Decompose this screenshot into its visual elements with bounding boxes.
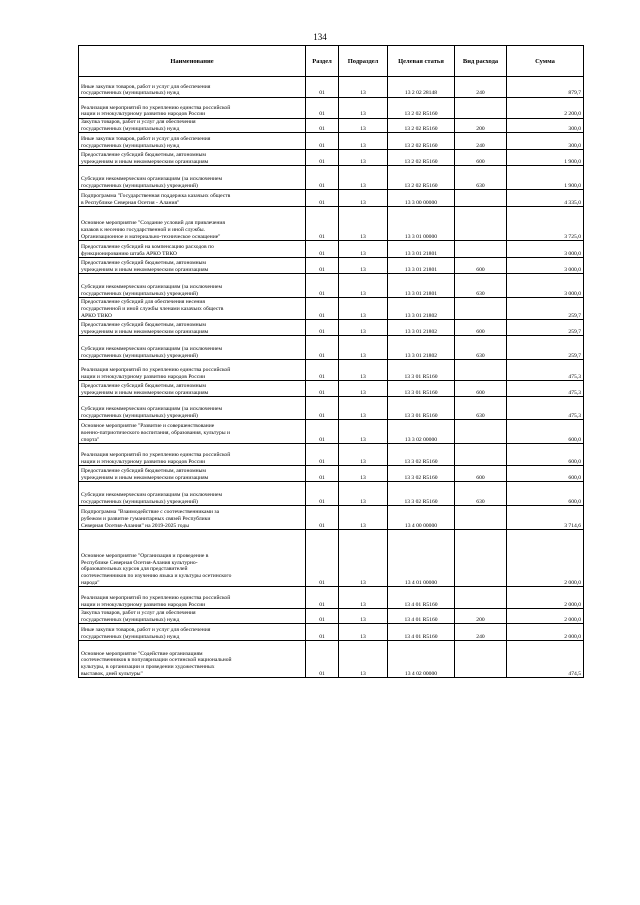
row-name: Реализация мероприятий по укреплению единства российской нации и этнокультурному развитию народов России bbox=[79, 360, 306, 381]
row-amount: 475,3 bbox=[507, 360, 584, 381]
row-target: 13 2 02 R5160 bbox=[388, 98, 455, 119]
row-section: 01 bbox=[306, 360, 339, 381]
table-row bbox=[79, 241, 584, 258]
row-name: Основное мероприятие "Создание условий для привлечения казаков к несению государственной и иной службы. Организационное и материально-техническое оснащение" bbox=[79, 207, 306, 241]
row-expense-type bbox=[455, 298, 507, 320]
table-header-row bbox=[79, 46, 584, 77]
table-row bbox=[79, 320, 584, 336]
row-subsection: 13 bbox=[339, 624, 388, 641]
row-expense-type: 200 bbox=[455, 609, 507, 624]
table-row bbox=[79, 641, 584, 678]
row-expense-type bbox=[455, 506, 507, 530]
row-amount: 600,0 bbox=[507, 466, 584, 482]
row-subsection: 13 bbox=[339, 360, 388, 381]
row-target: 13 3 01 R5160 bbox=[388, 397, 455, 420]
row-subsection: 13 bbox=[339, 119, 388, 133]
row-name: Предоставление субсидий бюджетным, автономным учреждениям и иным некоммерческим организациям bbox=[79, 258, 306, 274]
row-section: 01 bbox=[306, 207, 339, 241]
row-amount: 2 000,0 bbox=[507, 609, 584, 624]
row-expense-type bbox=[455, 190, 507, 207]
table-row bbox=[79, 609, 584, 624]
row-amount: 3 714,6 bbox=[507, 506, 584, 530]
row-expense-type bbox=[455, 587, 507, 609]
row-target: 13 3 01 21801 bbox=[388, 241, 455, 258]
table-row bbox=[79, 150, 584, 166]
row-section: 01 bbox=[306, 381, 339, 397]
row-section: 01 bbox=[306, 397, 339, 420]
row-expense-type bbox=[455, 530, 507, 587]
row-name: Закупка товаров, работ и услуг для обеспечения государственных (муниципальных) нужд bbox=[79, 609, 306, 624]
row-amount: 3 000,0 bbox=[507, 241, 584, 258]
column-header-section: Раздел bbox=[306, 46, 339, 77]
row-section: 01 bbox=[306, 274, 339, 298]
row-subsection: 13 bbox=[339, 466, 388, 482]
table-row bbox=[79, 624, 584, 641]
row-name: Иные закупки товаров, работ и услуг для обеспечения государственных (муниципальных) нужд bbox=[79, 77, 306, 98]
table-row bbox=[79, 381, 584, 397]
row-target: 13 4 00 00000 bbox=[388, 506, 455, 530]
row-section: 01 bbox=[306, 587, 339, 609]
table-row bbox=[79, 506, 584, 530]
column-header-amount: Сумма bbox=[507, 46, 584, 77]
row-target: 13 2 02 28148 bbox=[388, 77, 455, 98]
row-subsection: 13 bbox=[339, 336, 388, 360]
row-amount: 600,0 bbox=[507, 420, 584, 444]
row-subsection: 13 bbox=[339, 397, 388, 420]
row-target: 13 3 01 21802 bbox=[388, 298, 455, 320]
row-target: 13 3 01 R5160 bbox=[388, 360, 455, 381]
row-target: 13 4 02 00000 bbox=[388, 641, 455, 678]
row-amount: 259,7 bbox=[507, 336, 584, 360]
row-section: 01 bbox=[306, 190, 339, 207]
table-row bbox=[79, 190, 584, 207]
row-section: 01 bbox=[306, 150, 339, 166]
row-subsection: 13 bbox=[339, 320, 388, 336]
row-name: Предоставление субсидий для обеспечения несения государственной и иной службы членами казачьих обществ АРКО ТВКО bbox=[79, 298, 306, 320]
row-subsection: 13 bbox=[339, 444, 388, 466]
table-row bbox=[79, 530, 584, 587]
row-name: Предоставление субсидий бюджетным, автономным учреждениям и иным некоммерческим организациям bbox=[79, 466, 306, 482]
page-number: 134 bbox=[313, 32, 327, 42]
row-target: 13 2 02 R5160 bbox=[388, 150, 455, 166]
row-expense-type: 600 bbox=[455, 258, 507, 274]
row-amount: 2 000,0 bbox=[507, 530, 584, 587]
row-target: 13 4 01 00000 bbox=[388, 530, 455, 587]
row-expense-type: 240 bbox=[455, 77, 507, 98]
row-amount: 600,0 bbox=[507, 482, 584, 506]
row-section: 01 bbox=[306, 336, 339, 360]
row-target: 13 3 02 R5160 bbox=[388, 444, 455, 466]
row-amount: 475,3 bbox=[507, 381, 584, 397]
row-subsection: 13 bbox=[339, 258, 388, 274]
row-section: 01 bbox=[306, 298, 339, 320]
row-name: Субсидии некоммерческим организациям (за исключением государственных (муниципальных) учреждений) bbox=[79, 397, 306, 420]
row-expense-type: 600 bbox=[455, 381, 507, 397]
row-amount: 1 900,0 bbox=[507, 150, 584, 166]
row-amount: 2 200,0 bbox=[507, 98, 584, 119]
row-expense-type: 630 bbox=[455, 336, 507, 360]
row-expense-type: 630 bbox=[455, 166, 507, 190]
row-expense-type: 240 bbox=[455, 624, 507, 641]
table-row bbox=[79, 444, 584, 466]
row-target: 13 2 02 R5160 bbox=[388, 166, 455, 190]
row-section: 01 bbox=[306, 506, 339, 530]
row-expense-type bbox=[455, 241, 507, 258]
row-target: 13 3 01 21801 bbox=[388, 274, 455, 298]
row-target: 13 3 01 21801 bbox=[388, 258, 455, 274]
row-section: 01 bbox=[306, 641, 339, 678]
column-header-name: Наименование bbox=[79, 46, 306, 77]
row-name: Субсидии некоммерческим организациям (за исключением государственных (муниципальных) учреждений) bbox=[79, 336, 306, 360]
row-expense-type bbox=[455, 420, 507, 444]
row-subsection: 13 bbox=[339, 274, 388, 298]
row-expense-type bbox=[455, 641, 507, 678]
row-amount: 3 000,0 bbox=[507, 258, 584, 274]
row-section: 01 bbox=[306, 258, 339, 274]
row-name: Основное мероприятие "Организация и проведение в Республике Северная Осетия-Алания культурно- образовательных курсов для представителей соотечественников по изучению языка и культуры осетинского народа" bbox=[79, 530, 306, 587]
row-subsection: 13 bbox=[339, 530, 388, 587]
row-amount: 1 900,0 bbox=[507, 166, 584, 190]
table-row bbox=[79, 298, 584, 320]
table-row bbox=[79, 466, 584, 482]
row-name: Предоставление субсидий бюджетным, автономным учреждениям и иным некоммерческим организациям bbox=[79, 150, 306, 166]
row-section: 01 bbox=[306, 482, 339, 506]
table-row bbox=[79, 98, 584, 119]
row-expense-type: 600 bbox=[455, 150, 507, 166]
row-section: 01 bbox=[306, 77, 339, 98]
row-expense-type: 600 bbox=[455, 320, 507, 336]
row-amount: 3 000,0 bbox=[507, 274, 584, 298]
row-section: 01 bbox=[306, 98, 339, 119]
table-row bbox=[79, 587, 584, 609]
row-target: 13 3 00 00000 bbox=[388, 190, 455, 207]
table-row bbox=[79, 482, 584, 506]
row-subsection: 13 bbox=[339, 587, 388, 609]
row-target: 13 2 02 R5160 bbox=[388, 119, 455, 133]
row-target: 13 3 02 00000 bbox=[388, 420, 455, 444]
row-subsection: 13 bbox=[339, 98, 388, 119]
row-expense-type bbox=[455, 98, 507, 119]
column-header-subsection: Подраздел bbox=[339, 46, 388, 77]
row-amount: 2 000,0 bbox=[507, 624, 584, 641]
row-amount: 259,7 bbox=[507, 320, 584, 336]
row-expense-type: 240 bbox=[455, 133, 507, 150]
row-target: 13 3 02 R5160 bbox=[388, 482, 455, 506]
row-subsection: 13 bbox=[339, 381, 388, 397]
row-name: Субсидии некоммерческим организациям (за исключением государственных (муниципальных) учреждений) bbox=[79, 482, 306, 506]
table-row bbox=[79, 258, 584, 274]
column-header-target: Целевая статья bbox=[388, 46, 455, 77]
row-target: 13 3 01 21802 bbox=[388, 320, 455, 336]
table-row bbox=[79, 360, 584, 381]
row-name: Реализация мероприятий по укреплению единства российской нации и этнокультурному развитию народов России bbox=[79, 587, 306, 609]
row-amount: 2 000,0 bbox=[507, 587, 584, 609]
row-amount: 300,0 bbox=[507, 119, 584, 133]
row-section: 01 bbox=[306, 241, 339, 258]
row-subsection: 13 bbox=[339, 207, 388, 241]
row-amount: 3 725,0 bbox=[507, 207, 584, 241]
row-subsection: 13 bbox=[339, 420, 388, 444]
row-section: 01 bbox=[306, 530, 339, 587]
row-target: 13 4 01 R5160 bbox=[388, 609, 455, 624]
row-name: Закупка товаров, работ и услуг для обеспечения государственных (муниципальных) нужд bbox=[79, 119, 306, 133]
row-amount: 474,5 bbox=[507, 641, 584, 678]
row-name: Предоставление субсидий бюджетным, автономным учреждениям и иным некоммерческим организациям bbox=[79, 320, 306, 336]
row-name: Субсидии некоммерческим организациям (за исключением государственных (муниципальных) учреждений) bbox=[79, 166, 306, 190]
table-body bbox=[79, 77, 584, 678]
row-expense-type: 630 bbox=[455, 274, 507, 298]
row-amount: 300,0 bbox=[507, 133, 584, 150]
row-section: 01 bbox=[306, 624, 339, 641]
table-row bbox=[79, 420, 584, 444]
row-section: 01 bbox=[306, 320, 339, 336]
row-subsection: 13 bbox=[339, 298, 388, 320]
row-amount: 879,7 bbox=[507, 77, 584, 98]
table-row bbox=[79, 166, 584, 190]
budget-table bbox=[78, 45, 584, 678]
column-header-expense-type: Вид расхода bbox=[455, 46, 507, 77]
row-section: 01 bbox=[306, 444, 339, 466]
row-subsection: 13 bbox=[339, 641, 388, 678]
row-section: 01 bbox=[306, 119, 339, 133]
row-expense-type bbox=[455, 207, 507, 241]
row-name: Иные закупки товаров, работ и услуг для обеспечения государственных (муниципальных) нужд bbox=[79, 133, 306, 150]
row-subsection: 13 bbox=[339, 506, 388, 530]
row-name: Основное мероприятие "Развитие и совершенствование военно-патриотического воспитания, образования, культуры и спорта" bbox=[79, 420, 306, 444]
row-expense-type: 630 bbox=[455, 397, 507, 420]
row-name: Субсидии некоммерческим организациям (за исключением государственных (муниципальных) учреждений) bbox=[79, 274, 306, 298]
row-target: 13 3 02 R5160 bbox=[388, 466, 455, 482]
row-target: 13 4 01 R5160 bbox=[388, 624, 455, 641]
row-amount: 475,3 bbox=[507, 397, 584, 420]
row-section: 01 bbox=[306, 466, 339, 482]
row-target: 13 3 01 21802 bbox=[388, 336, 455, 360]
table-row bbox=[79, 207, 584, 241]
row-target: 13 3 01 00000 bbox=[388, 207, 455, 241]
row-subsection: 13 bbox=[339, 166, 388, 190]
row-amount: 259,7 bbox=[507, 298, 584, 320]
table-row bbox=[79, 77, 584, 98]
row-subsection: 13 bbox=[339, 482, 388, 506]
row-subsection: 13 bbox=[339, 609, 388, 624]
row-expense-type bbox=[455, 444, 507, 466]
table-row bbox=[79, 133, 584, 150]
row-expense-type: 600 bbox=[455, 466, 507, 482]
row-name: Подпрограмма "Государственная поддержка казачьих обществ в Республике Северная Осетия - Алания" bbox=[79, 190, 306, 207]
table-row bbox=[79, 336, 584, 360]
row-name: Предоставление субсидий бюджетным, автономным учреждениям и иным некоммерческим организациям bbox=[79, 381, 306, 397]
row-section: 01 bbox=[306, 133, 339, 150]
row-expense-type: 200 bbox=[455, 119, 507, 133]
row-amount: 600,0 bbox=[507, 444, 584, 466]
table-row bbox=[79, 397, 584, 420]
row-expense-type bbox=[455, 360, 507, 381]
row-target: 13 2 02 R5160 bbox=[388, 133, 455, 150]
row-target: 13 3 01 R5160 bbox=[388, 381, 455, 397]
row-subsection: 13 bbox=[339, 150, 388, 166]
row-section: 01 bbox=[306, 420, 339, 444]
row-section: 01 bbox=[306, 166, 339, 190]
row-subsection: 13 bbox=[339, 133, 388, 150]
row-subsection: 13 bbox=[339, 77, 388, 98]
row-target: 13 4 01 R5160 bbox=[388, 587, 455, 609]
row-name: Основное мероприятие "Содействие организациям соотечественников в популяризации осетинской национальной культуры, в организации и проведении художественных выставок, дней культуры" bbox=[79, 641, 306, 678]
row-name: Реализация мероприятий по укреплению единства российской нации и этнокультурному развитию народов России bbox=[79, 444, 306, 466]
row-subsection: 13 bbox=[339, 241, 388, 258]
row-name: Предоставление субсидий на компенсацию расходов по функционированию штаба АРКО ТВКО bbox=[79, 241, 306, 258]
row-name: Реализация мероприятий по укреплению единства российской нации и этнокультурному развитию народов России bbox=[79, 98, 306, 119]
row-subsection: 13 bbox=[339, 190, 388, 207]
row-expense-type: 630 bbox=[455, 482, 507, 506]
table-row bbox=[79, 274, 584, 298]
table-row bbox=[79, 119, 584, 133]
row-name: Подпрограмма "Взаимодействие с соотечественниками за рубежом и развитие гуманитарных связей Республики Северная Осетия-Алания" на 2019-2025 годы bbox=[79, 506, 306, 530]
row-amount: 4 335,0 bbox=[507, 190, 584, 207]
row-section: 01 bbox=[306, 609, 339, 624]
row-name: Иные закупки товаров, работ и услуг для обеспечения государственных (муниципальных) нужд bbox=[79, 624, 306, 641]
